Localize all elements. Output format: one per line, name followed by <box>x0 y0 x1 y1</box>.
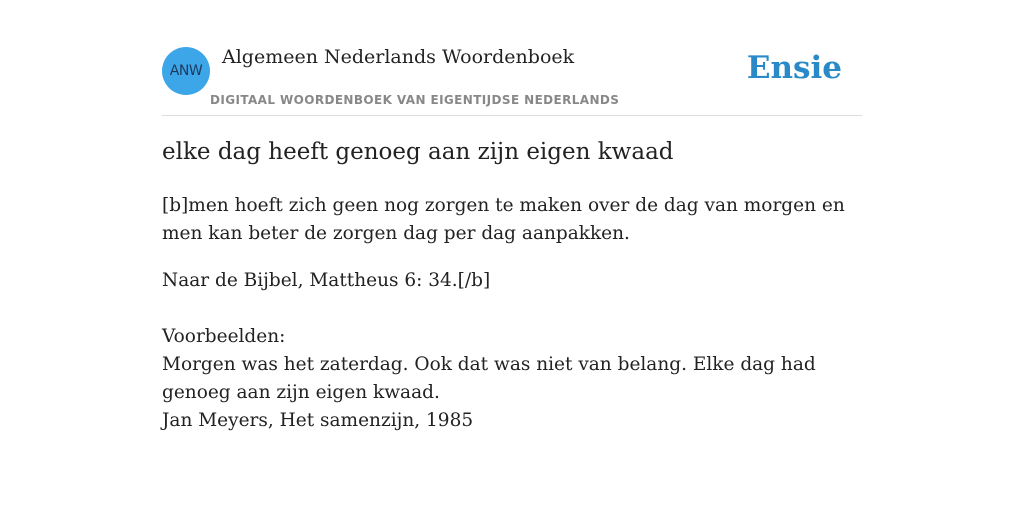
site-subtitle: DIGITAAL WOORDENBOEK VAN EIGENTIJDSE NEDERLANDS <box>210 93 620 107</box>
entry-definition: [b]men hoeft zich geen nog zorgen te maken over de dag van morgen en men kan beter de zorgen dag per dag aanpakken. <box>162 195 845 244</box>
ensie-brand-link[interactable]: Ensie <box>746 50 842 86</box>
entry-source-note: Naar de Bijbel, Mattheus 6: 34.[/b] <box>162 270 491 291</box>
example-text: Morgen was het zaterdag. Ook dat was niet van belang. Elke dag had genoeg aan zijn eigen kwaad. <box>162 354 816 403</box>
entry-term: elke dag heeft genoeg aan zijn eigen kwaad <box>162 139 674 165</box>
entry-body <box>162 192 862 435</box>
site-title[interactable]: Algemeen Nederlands Woordenboek <box>222 46 575 68</box>
example-source: Jan Meyers, Het samenzijn, 1985 <box>162 410 474 431</box>
examples-label: Voorbeelden: <box>162 326 286 347</box>
page-container <box>162 46 862 431</box>
anw-logo[interactable] <box>162 47 210 95</box>
header <box>162 46 862 116</box>
logo-text: ANW <box>169 63 203 79</box>
